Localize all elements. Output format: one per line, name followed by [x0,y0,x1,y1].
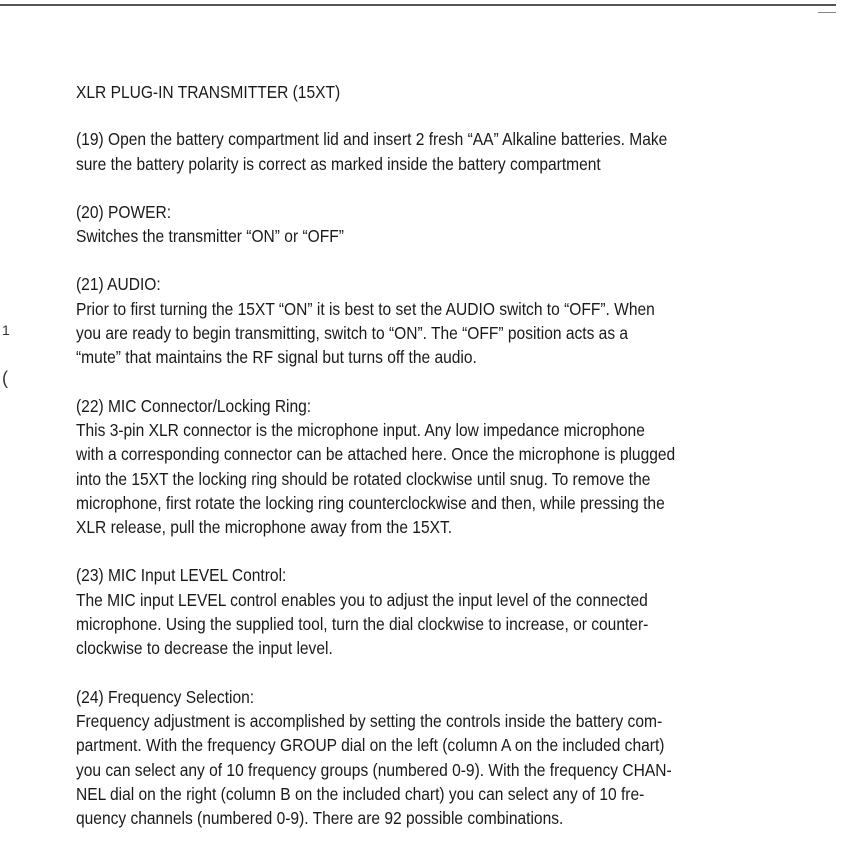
section-audio [76,272,688,369]
paragraph [76,224,688,248]
margin-mark: ( [2,368,8,388]
paragraph [76,709,688,830]
paragraph [76,418,688,539]
text-line: sure the battery polarity is correct as marked inside the battery compartment [76,153,601,174]
section-heading: (21) AUDIO: [76,274,161,295]
text-line: into the 15XT the locking ring should be rotated clockwise until snug. To remove the [76,468,651,489]
text-line: NEL dial on the right (column B on the included chart) you can select any of 10 fre- [76,783,645,804]
page-title: XLR PLUG-IN TRANSMITTER (15XT) [76,82,341,102]
text-line: partment. With the frequency GROUP dial on the left (column A on the included chart) [76,735,665,756]
top-rule [0,4,836,6]
section-heading: (20) POWER: [76,201,172,222]
paragraph [76,127,688,176]
text-line: Prior to first turning the 15XT “ON” it is best to set the AUDIO switch to “OFF”. When [76,298,655,319]
section-heading: (23) MIC Input LEVEL Control: [76,565,287,586]
text-line: (19) Open the battery compartment lid and insert 2 fresh “AA” Alkaline batteries. Make [76,129,668,150]
margin-mark: 1 [2,322,10,338]
text-line: Switches the transmitter “ON” or “OFF” [76,226,344,247]
text-line: with a corresponding connector can be attached here. Once the microphone is plugged [76,444,676,465]
document-body [76,80,688,854]
section-mic-connector [76,394,688,540]
text-line: clockwise to decrease the input level. [76,638,333,659]
section-mic-level [76,563,688,660]
paragraph [76,297,688,370]
section-power [76,200,688,249]
section-heading: (24) Frequency Selection: [76,686,255,707]
text-line: XLR release, pull the microphone away from the 15XT. [76,517,453,538]
text-line: quency channels (numbered 0-9). There are 92 possible combinations. [76,808,564,829]
section-frequency [76,685,688,831]
text-line: This 3-pin XLR connector is the microphone input. Any low impedance microphone [76,419,645,440]
paragraph [76,588,688,661]
text-line: microphone, first rotate the locking ring counterclockwise and then, while pressing the [76,492,665,513]
text-line: “mute” that maintains the RF signal but turns off the audio. [76,347,477,368]
corner-mark [818,12,836,13]
section-battery [76,127,688,176]
text-line: Frequency adjustment is accomplished by setting the controls inside the battery com- [76,710,663,731]
text-line: you are ready to begin transmitting, switch to “ON”. The “OFF” position acts as a [76,323,629,344]
text-line: The MIC input LEVEL control enables you to adjust the input level of the connected [76,589,648,610]
text-line: you can select any of 10 frequency groups (numbered 0-9). With the frequency CHAN- [76,759,672,780]
text-line: microphone. Using the supplied tool, turn the dial clockwise to increase, or counter- [76,614,649,635]
section-heading: (22) MIC Connector/Locking Ring: [76,395,312,416]
